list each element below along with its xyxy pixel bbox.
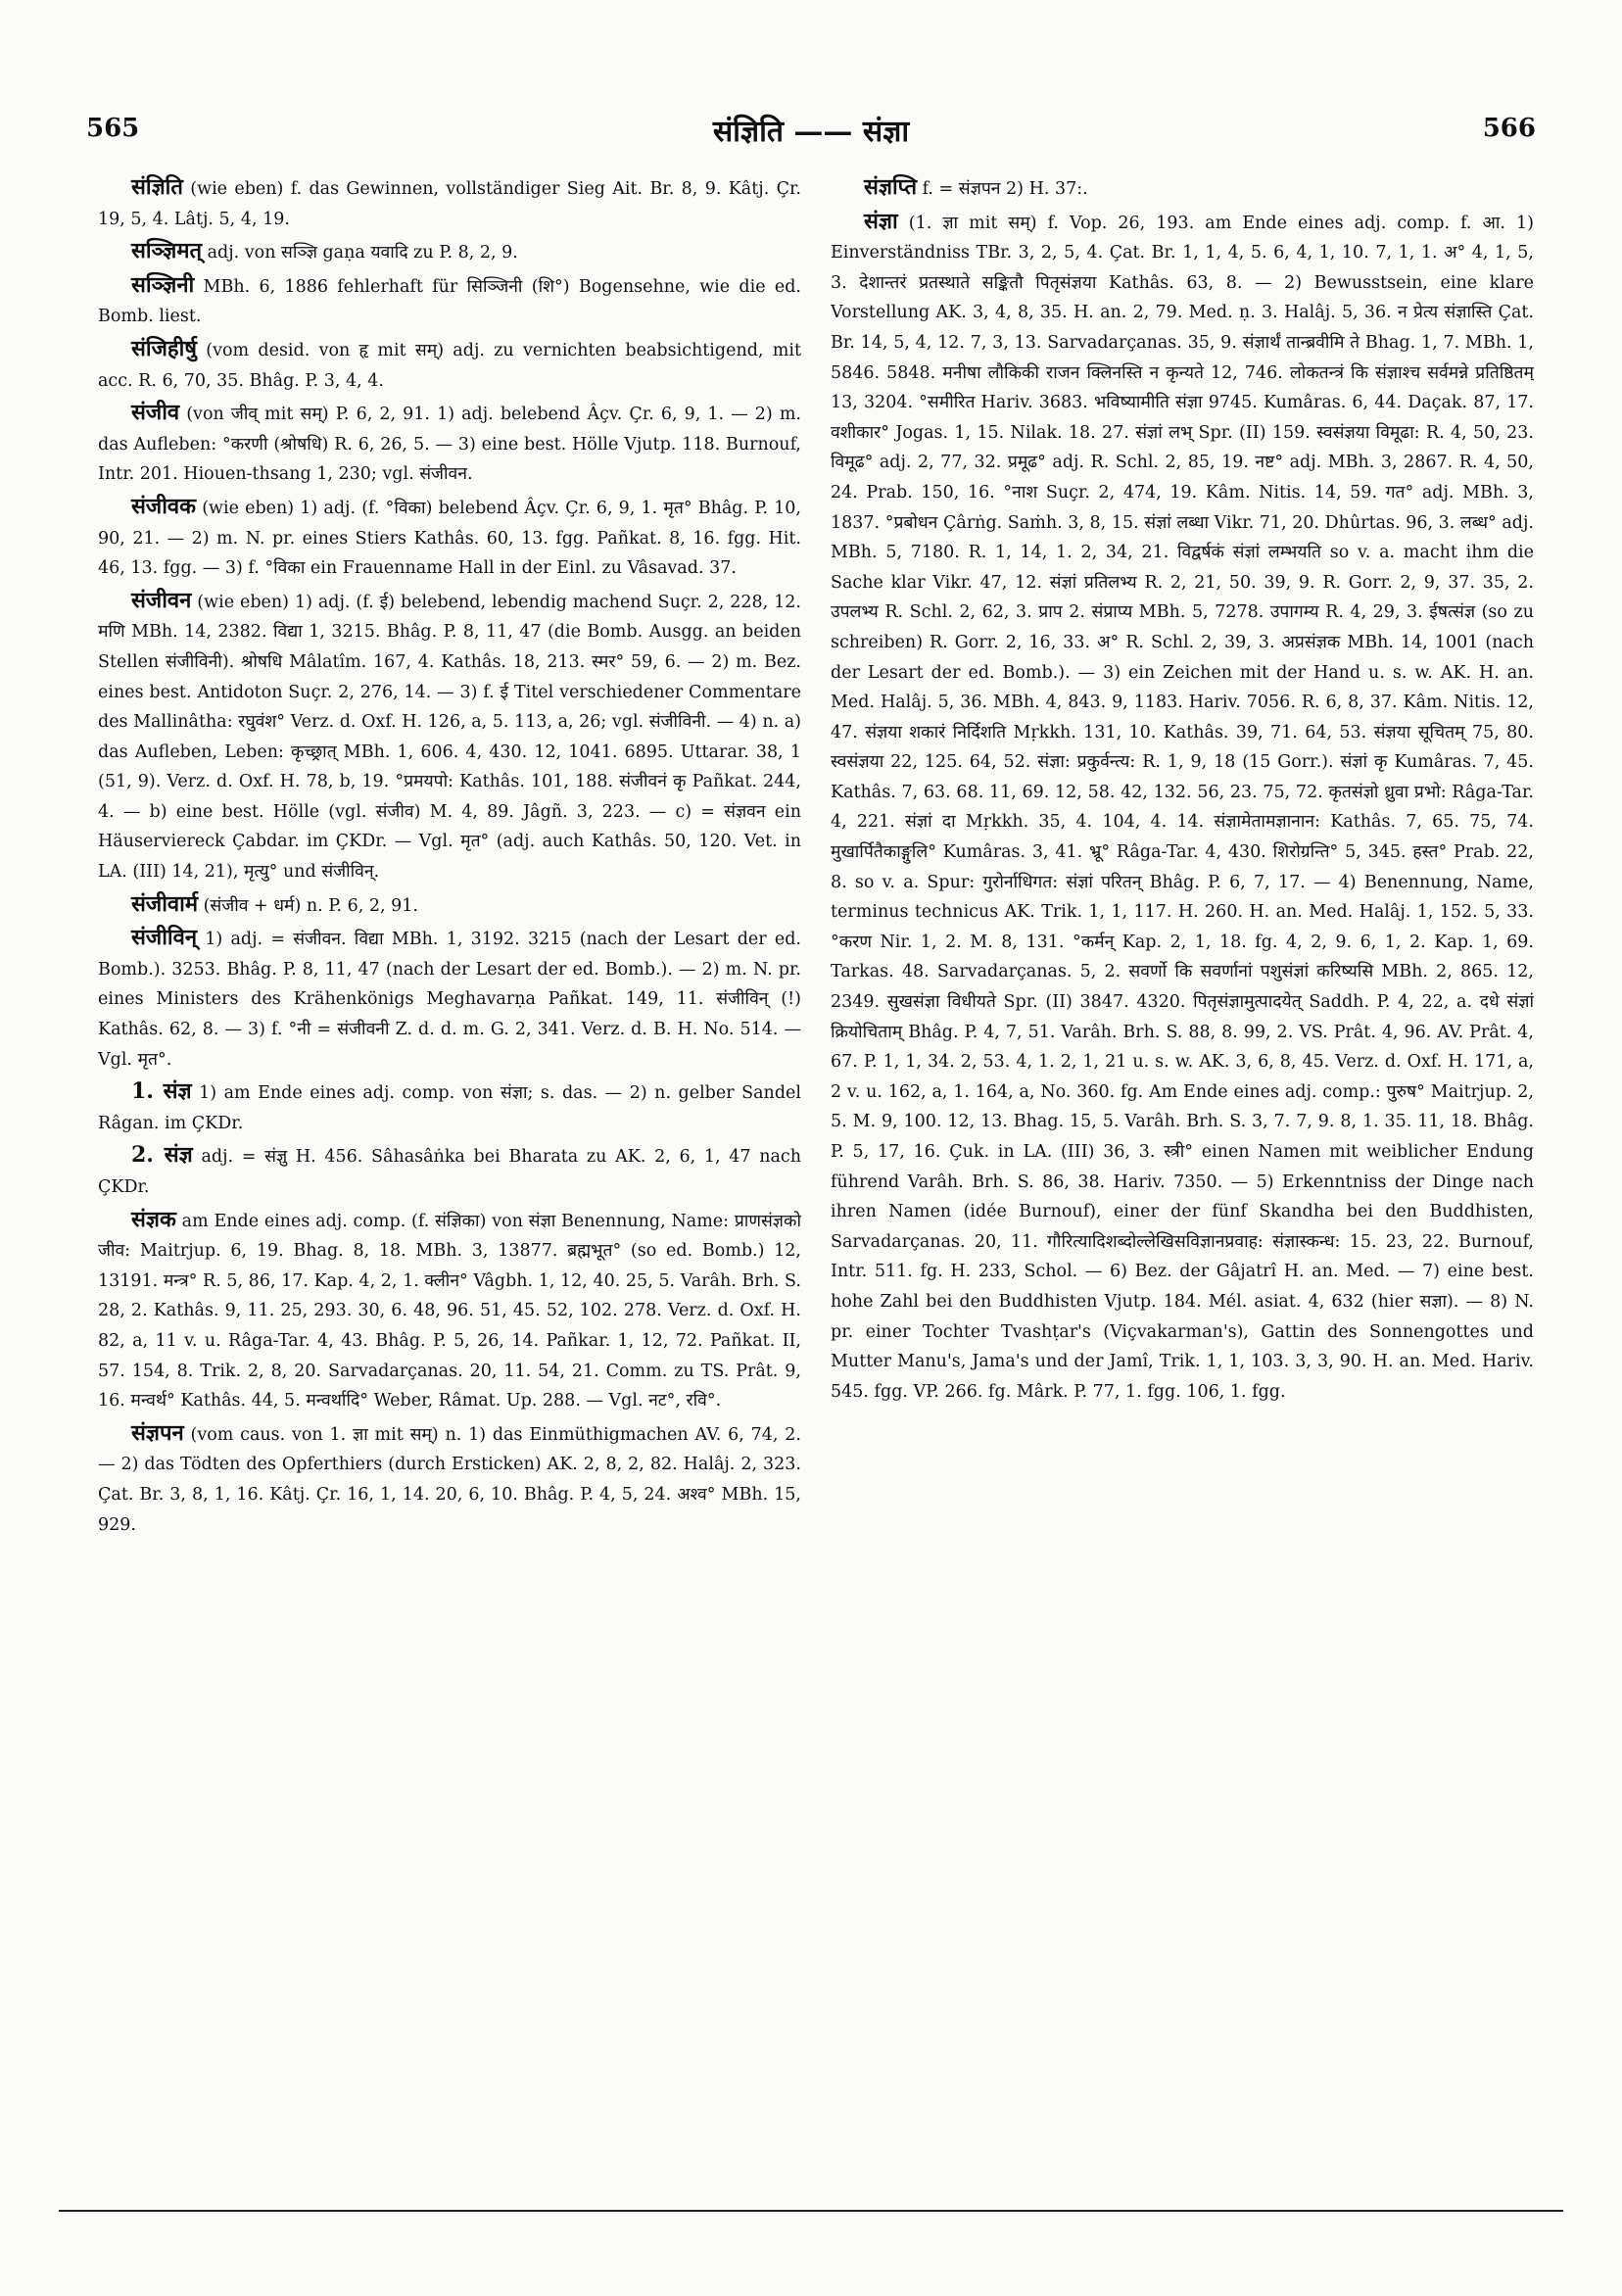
dictionary-entry: [98, 236, 801, 268]
entry-text: (wie eben) 1) adj. (f. °विका) belebend Âçv. Çr. 6, 9, 1. मृत° Bhâg. P. 10, 90, 21. — 2) m. N. pr. eines Stiers Kathâs. 60, 13. fgg. Pañkat. 8, 16. fgg. Hit. 46, 13. fgg. — 3) f. °विका ein Frauenname Hall in der Einl. zu Vâsavad. 37.: [98, 498, 801, 579]
entry-headword: संज्ञपन: [131, 1419, 184, 1446]
entry-headword: संज्ञप्ति: [864, 174, 917, 200]
entry-text: adj. = संज्ञु H. 456. Sâhasâṅka bei Bharata zu AK. 2, 6, 1, 47 nach ÇKDr.: [98, 1147, 801, 1197]
entry-headword: संजीवक: [131, 493, 197, 519]
dictionary-entry: [98, 1418, 801, 1540]
right-column: [831, 172, 1534, 2092]
entry-headword: संजीवन: [131, 587, 192, 613]
dictionary-entry: [98, 492, 801, 584]
entry-headword: संज्ञा: [864, 208, 898, 234]
dictionary-entry: [831, 172, 1534, 205]
entry-text: 1) adj. = संजीवन. विद्या MBh. 1, 3192. 3215 (nach der Lesart der ed. Bomb.). 3253. Bhâg. P. 8, 11, 47 (nach der Lesart der ed. Bomb.). — 2) m. N. pr. eines Ministers des Krähenkönigs Meghavarṇa Pañkat. 149, 11. संजीविन् (!) Kathâs. 62, 8. — 3) f. °नी = संजीवनी Z. d. d. m. G. 2, 341. Verz. d. B. H. No. 514. — Vgl. मृत°.: [98, 930, 801, 1070]
entry-text: (1. ज्ञा mit सम्) f. Vop. 26, 193. am Ende eines adj. comp. f. आ. 1) Einverständniss TBr. 3, 2, 5, 4. Çat. Br. 1, 1, 4, 5. 6, 4, 1, 10. 7, 1, 1. अ° 4, 1, 5, 3. देशान्तरं प्रतस्थाते सङ्कितौ पितृसंज्ञया Kathâs. 63, 8. — 2) Bewusstsein, eine klare Vorstellung AK. 3, 4, 8, 35. H. an. 2, 79. Med. ṇ. 3. Halâj. 5, 36. न प्रेत्य संज्ञास्ति Çat. Br. 14, 5, 4, 12. 7, 3, 13. Sarvadarçanas. 35, 9. संज्ञार्थं तान्ब्रवीमि ते Bhag. 1, 7. MBh. 1, 5846. 5848. मनीषा लौकिकी राजन क्लिनस्ति न कृन्यते 12, 746. लोकतन्त्रं कि संज्ञाश्च सर्वमन्ने प्रतिष्ठितम् 13, 3204. °समीरित Hariv. 3683. भविष्यामीति संज्ञा 9745. Kumâras. 6, 44. Daçak. 87, 17. वशीकार° Jogas. 1, 15. Nilak. 18. 27. संज्ञां लभ् Spr. (II) 159. स्वसंज्ञया विमूढा: R. 4, 50, 23. विमूढ° adj. 2, 77, 32. प्रमूढ° adj. R. Schl. 2, 85, 19. नष्ट° adj. MBh. 3, 2867. R. 4, 50, 24. Prab. 150, 16. °नाश Suçr. 2, 474, 19. Kâm. Nitis. 14, 59. गत° adj. MBh. 3, 1837. °प्रबोधन Çârṅg. Saṁh. 3, 8, 15. संज्ञां लब्धा Vikr. 71, 20. Dhûrtas. 96, 3. लब्ध° adj. MBh. 5, 7180. R. 1, 14, 1. 2, 34, 21. विद्वर्षकं संज्ञां लम्भयति so v. a. macht ihm die Sache klar Vikr. 47, 12. संज्ञां प्रतिलभ्य R. 2, 21, 50. 39, 9. R. Gorr. 2, 9, 37. 35, 2. उपलभ्य R. Schl. 2, 62, 3. प्राप 2. संप्राप्य MBh. 5, 7278. उपागम्य R. 4, 29, 3. ईषत्संज्ञ (so zu schreiben) R. Gorr. 2, 16, 33. अ° R. Schl. 2, 39, 3. अप्रसंज्ञक MBh. 14, 1001 (nach der Lesart der ed. Bomb.). — 3) ein Zeichen mit der Hand u. s. w. AK. H. an. Med. Halâj. 5, 36. MBh. 4, 843. 9, 1183. Hariv. 7056. R. 6, 8, 37. Kâm. Nitis. 12, 47. संज्ञया शकारं निर्दिशति Mṛkkh. 131, 10. Kathâs. 39, 71. 64, 53. संज्ञया सूचितम् 75, 80. स्वसंज्ञया 22, 125. 64, 52. संज्ञा: प्रकुर्वन्त्य: R. 1, 9, 18 (15 Gorr.). संज्ञां कृ Kumâras. 7, 45. Kathâs. 7, 63. 68. 11, 69. 12, 58. 42, 132. 56, 23. 75, 72. कृतसंज्ञो ध्रुवा प्रभो: Râga-Tar. 4, 221. संज्ञां दा Mṛkkh. 35, 4. 104, 4. 14. संज्ञामेतामज्ञानान: Kathâs. 7, 65. 75, 74. मुखार्पितैकाङ्गुलि° Kumâras. 3, 41. भ्रू° Râga-Tar. 4, 430. शिरोग्रन्ति° 5, 345. हस्त° Prab. 22, 8. so v. a. Spur: गुरोर्नाधिगत: संज्ञां परितन् Bhâg. P. 6, 7, 17. — 4) Benennung, Name, terminus technicus AK. Trik. 1, 1, 117. H. 260. H. an. Med. Halâj. 1, 152. 5, 33. °करण Nir. 1, 2. M. 8, 131. °कर्मन् Kap. 2, 1, 18. fg. 4, 2, 9. 6, 1, 2. Kap. 1, 69. Tarkas. 48. Sarvadarçanas. 5, 2. सवर्णो कि सवर्णानां पशुसंज्ञां करिष्यसि MBh. 2, 865. 12, 2349. सुखसंज्ञा विधीयते Spr. (II) 3847. 4320. पितृसंज्ञामुत्पादयेत् Saddh. P. 4, 22, a. दधे संज्ञां क्रियोचिताम् Bhâg. P. 4, 7, 51. Varâh. Brh. S. 88, 8. 99, 2. VS. Prât. 4, 96. AV. Prât. 4, 67. P. 1, 1, 34. 2, 53. 4, 1. 2, 1, 21 u. s. w. AK. 3, 6, 8, 45. Verz. d. Oxf. H. 171, a, 2 v. u. 162, a, 1. 164, a, No. 360. fg. Am Ende eines adj. comp.: पुरुष° Maitrjup. 2, 5. M. 9, 100. 12, 13. Bhag. 15, 5. Varâh. Brh. S. 3, 7. 7, 9. 8, 1. 35. 11, 18. Bhâg. P. 5, 17, 16. Çuk. in LA. (III) 36, 3. स्त्री° einen Namen mit weiblicher Endung führend Varâh. Brh. S. 86, 38. Hariv. 7350. — 5) Erkenntniss der Dinge nach ihren Namen (idée Burnouf), einer der fünf Skandha bei den Buddhisten, Sarvadarçanas. 20, 11. गौरित्यादिशब्दोल्लेखिसविज्ञानप्रवाह: संज्ञास्कन्ध: 15. 23, 22. Burnouf, Intr. 511. fg. H. 233, Schol. — 6) Bez. der Gâjatrî H. an. Med. — 7) eine best. hohe Zahl bei den Buddhisten Vjutp. 184. Mél. asiat. 4, 632 (hier सज्ञा). — 8) N. pr. einer Tochter Tvashṭar's (Viçvakarman's), Gattin des Sonnengottes und Mutter Manu's, Jama's und der Jamî, Trik. 1, 1, 103. 3, 3, 90. H. an. Med. Hariv. 545. fgg. VP. 266. fg. Mârk. P. 77, 1. fgg. 106, 1. fgg.: [831, 213, 1534, 1402]
entry-text: MBh. 6, 1886 fehlerhaft für सिञ्जिनी (शि°) Bogensehne, wie die ed. Bomb. liest.: [98, 276, 801, 327]
page-number-right: 566: [1482, 114, 1536, 143]
dictionary-entry: [98, 172, 801, 234]
entry-text: 1) am Ende eines adj. comp. von संज्ञा; s. das. — 2) n. gelber Sandel Râgan. im ÇKDr.: [98, 1083, 801, 1133]
dictionary-entry: [98, 889, 801, 922]
entry-text: (wie eben) 1) adj. (f. ई) belebend, lebendig machend Suçr. 2, 228, 12. मणि MBh. 14, 2382. विद्या 1, 3215. Bhâg. P. 8, 11, 47 (die Bomb. Ausgg. an beiden Stellen संजीविनी). श्रोषधि Mâlatîm. 167, 4. Kathâs. 18, 213. स्मर° 59, 6. — 2) m. Bez. eines best. Antidoton Suçr. 2, 276, 14. — 3) f. ई Titel verschiedener Commentare des Mallinâtha: रघुवंश° Verz. d. Oxf. H. 126, a, 5. 113, a, 26; vgl. संजीविनी. — 4) n. a) das Aufleben, Leben: कृच्छ्रात् MBh. 1, 606. 4, 430. 12, 1041. 6895. Uttarar. 38, 1 (51, 9). Verz. d. Oxf. H. 78, b, 19. °प्रमयपो: Kathâs. 101, 188. संजीवनं कृ Pañkat. 244, 4. — b) eine best. Hölle (vgl. संजीव) M. 4, 89. Jâgñ. 3, 223. — c) = संज्ञवन ein Häuserviereck Çabdar. im ÇKDr. — Vgl. मृत° (adj. auch Kathâs. 50, 120. Vet. in LA. (III) 14, 21), मृत्यु° und संजीविन्.: [98, 592, 801, 883]
entry-headword: संज्ञक: [131, 1206, 176, 1232]
entry-headword: संजीवार्म: [131, 890, 198, 917]
entry-headword: संजिहीर्षु: [131, 335, 197, 361]
entry-headword: संजीव: [131, 400, 180, 426]
entry-headword: सञ्ज्ञिमत्: [131, 238, 203, 264]
dictionary-entry: [98, 1140, 801, 1202]
dictionary-entry: [98, 1076, 801, 1138]
dictionary-entry: [98, 1205, 801, 1416]
dictionary-entry: [831, 207, 1534, 1408]
entry-headword: 1. संज्ञ: [131, 1078, 192, 1105]
left-column: [98, 172, 801, 2092]
page-number-left: 565: [86, 114, 140, 143]
entry-text: (vom desid. von हृ mit सम्) adj. zu vernichten beabsichtigend, mit acc. R. 6, 70, 35. Bhâg. P. 3, 4, 4.: [98, 340, 801, 391]
dictionary-entry: [98, 398, 801, 490]
entry-headword: 2. संज्ञ: [131, 1142, 193, 1169]
entry-text: f. = संज्ञपन 2) H. 37:.: [922, 179, 1088, 199]
dictionary-entry: [98, 923, 801, 1075]
dictionary-entry: [98, 586, 801, 887]
entry-text: (संजीव + धर्म) n. P. 6, 2, 91.: [203, 895, 418, 916]
entry-text: (vom caus. von 1. ज्ञा mit सम्) n. 1) das Einmüthigmachen AV. 6, 74, 2. — 2) das Tödten des Opferthiers (durch Ersticken) AK. 2, 8, 2, 82. Halâj. 2, 323. Çat. Br. 3, 8, 1, 16. Kâtj. Çr. 16, 1, 14. 20, 6, 10. Bhâg. P. 4, 5, 24. अश्व° MBh. 15, 929.: [98, 1424, 801, 1535]
entry-text: adj. von सञ्ज्ञि gaṇa यवादि zu P. 8, 2, 9.: [207, 243, 518, 263]
entry-text: am Ende eines adj. comp. (f. संज्ञिका) von संज्ञा Benennung, Name: प्राणसंज्ञको जीव: Maitrjup. 6, 19. Bhag. 8, 18. MBh. 3, 13877. ब्रह्मभूत° (so ed. Bomb.) 12, 13191. मन्त्र° R. 5, 86, 17. Kap. 4, 2, 1. क्लीन° Vâgbh. 1, 12, 40. 25, 5. Varâh. Brh. S. 28, 2. Kathâs. 9, 11. 25, 293. 30, 6. 48, 96. 51, 45. 52, 102. 278. Verz. d. Oxf. H. 82, a, 11 v. u. Râga-Tar. 4, 43. Bhâg. P. 5, 26, 14. Pañkar. 1, 12, 72. Pañkat. II, 57. 154, 8. Trik. 2, 8, 20. Sarvadarçanas. 20, 11. 54, 21. Comm. zu TS. Prât. 9, 16. मन्वर्थ° Kathâs. 44, 5. मन्वर्थादि° Weber, Râmat. Up. 288. — Vgl. नट°, रवि°.: [98, 1211, 801, 1411]
entry-headword: संज्ञिति: [131, 174, 183, 200]
entry-text: (wie eben) f. das Gewinnen, vollständiger Sieg Ait. Br. 8, 9. Kâtj. Çr. 19, 5, 4. Lâtj. 5, 4, 19.: [98, 179, 801, 229]
page-header: [86, 110, 1536, 159]
dictionary-entry: [98, 334, 801, 396]
footer-rule: [59, 2210, 1563, 2212]
entry-headword: संजीविन्: [131, 925, 198, 951]
running-head: संज्ञिति —— संज्ञा: [712, 115, 910, 149]
dictionary-entry: [98, 270, 801, 332]
entry-headword: सञ्ज्ञिनी: [131, 271, 195, 298]
entry-text: (von जीव् mit सम्) P. 6, 2, 91. 1) adj. belebend Âçv. Çr. 6, 9, 1. — 2) m. das Aufleben: °करणी (श्रोषधि) R. 6, 26, 5. — 3) eine best. Hölle Vjutp. 118. Burnouf, Intr. 201. Hiouen-thsang 1, 230; vgl. संजीवन.: [98, 405, 801, 485]
